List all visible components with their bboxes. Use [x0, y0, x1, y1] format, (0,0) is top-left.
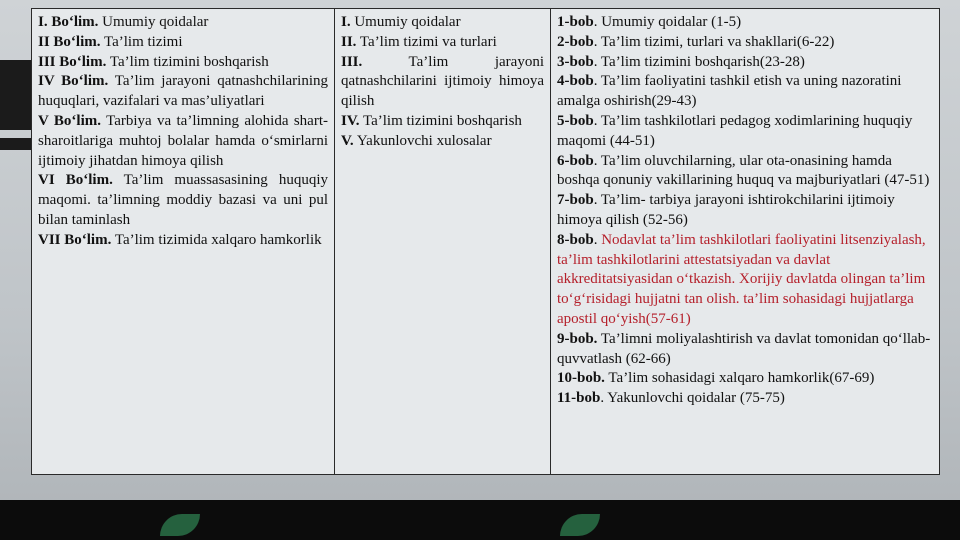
- list-item: [557, 53, 933, 73]
- decor-strip-small: [0, 138, 32, 150]
- list-item: [557, 389, 933, 409]
- entry-number: 1-bob: [557, 14, 594, 30]
- entry-text: Umumiy qoidalar: [98, 14, 209, 30]
- list-item: [557, 330, 933, 370]
- entry-text: . Ta’lim oluvchilarning, ular ota-onasining hamda boshqa qonuniy vakillarining huquq va majburiyatlari (47-51): [557, 152, 930, 189]
- entry-number: 3-bob: [557, 53, 594, 70]
- list-item: [341, 13, 544, 33]
- list-item: [38, 171, 328, 230]
- column-1: [32, 9, 335, 475]
- list-item: [341, 112, 544, 132]
- list-item: [38, 112, 328, 171]
- entry-text: . Ta’lim faoliyatini tashkil etish va uning nazoratini amalga oshirish(29-43): [557, 73, 902, 110]
- entry-number: V.: [341, 132, 354, 149]
- entry-text: Ta’lim tizimini boshqarish: [359, 112, 522, 129]
- list-item: [341, 53, 544, 112]
- list-item: [557, 152, 933, 192]
- list-item: [557, 231, 933, 330]
- entry-number: 8-bob: [557, 231, 594, 248]
- entry-text: Ta’lim tizimi va turlari: [356, 33, 497, 50]
- entry-number: 6-bob: [557, 152, 594, 169]
- entry-text: Tarbiya va ta’limning alohida shart-sharoitlariga muhtoj bolalar hamda o‘smirlarni ijtimoiy jihatdan himoya qilish: [38, 112, 328, 169]
- entry-text: . Ta’lim tizimi, turlari va shakllari(6-22): [593, 33, 835, 50]
- list-item: [557, 33, 933, 53]
- entry-text: Ta’lim sohasidagi xalqaro hamkorlik(67-69): [604, 370, 875, 387]
- entry-number: 2-bob: [557, 33, 594, 50]
- list-item: [38, 231, 328, 251]
- leaf-icon: [560, 514, 600, 536]
- list-item: [38, 13, 328, 33]
- entry-number: VI Bo‘lim.: [38, 172, 113, 189]
- list-item: [557, 13, 933, 33]
- column-2: [335, 9, 551, 475]
- entry-text: Ta’lim tizimida xalqaro hamkorlik: [111, 231, 322, 248]
- entry-text: Ta’lim tizimini boshqarish: [106, 53, 269, 70]
- comparison-table: [31, 8, 940, 475]
- entry-text: . Yakunlovchi qoidalar (75-75): [600, 390, 785, 407]
- entry-number: 4-bob: [557, 73, 594, 90]
- list-item: [557, 72, 933, 112]
- entry-text: . Umumiy qoidalar (1-5): [593, 14, 742, 30]
- list-item: [557, 112, 933, 152]
- bottom-bar: [0, 500, 960, 540]
- entry-text: . Ta’lim tashkilotlari pedagog xodimlarining huquqiy maqomi (44-51): [557, 112, 913, 149]
- entry-text: Ta’limni moliyalashtirish va davlat tomonidan qo‘llab-quvvatlash (62-66): [557, 330, 931, 367]
- entry-number: III Bo‘lim.: [38, 53, 107, 70]
- entry-text: Ta’lim muassasasining huquqiy maqomi. ta’limning moddiy bazasi va uni pul bilan taminlash: [38, 172, 328, 228]
- list-item: [38, 72, 328, 112]
- entry-text: Ta’lim tizimi: [100, 33, 183, 50]
- column-3: [551, 9, 940, 475]
- leaf-icon: [160, 514, 200, 536]
- list-item: [557, 191, 933, 231]
- entry-text: . Ta’lim- tarbiya jarayoni ishtirokchilarini ijtimoiy himoya qilish (52-56): [557, 192, 895, 228]
- entry-number: 10-bob.: [557, 370, 605, 387]
- entry-text: . Ta’lim tizimini boshqarish(23-28): [593, 53, 805, 70]
- list-item: [38, 33, 328, 53]
- list-item: [38, 53, 328, 73]
- entry-text: .: [593, 231, 602, 248]
- list-item: [557, 369, 933, 389]
- entry-number: II.: [341, 33, 357, 50]
- entry-number: VII Bo‘lim.: [38, 231, 112, 248]
- entry-number: V Bo‘lim.: [38, 112, 101, 129]
- entry-text: Ta’lim jarayoni qatnashchilarini ijtimoiy himoya qilish: [341, 53, 544, 110]
- entry-text: Umumiy qoidalar: [350, 14, 461, 30]
- entry-number: IV Bo‘lim.: [38, 73, 109, 90]
- entry-number: 5-bob: [557, 112, 594, 129]
- decor-strip: [0, 60, 32, 130]
- entry-number: I.: [341, 14, 351, 30]
- entry-number: 11-bob: [557, 390, 601, 407]
- list-item: [341, 33, 544, 53]
- entry-number: IV.: [341, 112, 360, 129]
- entry-text: Yakunlovchi xulosalar: [353, 132, 492, 149]
- entry-text: Ta’lim jarayoni qatnashchilarining huquqlari, vazifalari va mas’uliyatlari: [38, 73, 328, 110]
- entry-number: III.: [341, 53, 363, 70]
- table-row: [32, 9, 940, 475]
- entry-number: II Bo‘lim.: [38, 33, 101, 50]
- entry-highlight-text: Nodavlat ta’lim tashkilotlari faoliyatini litsenziyalash, ta’lim tashkilotlarini attestatsiyadan va davlat akkreditatsiyasidan o‘tkazish. Xorijiy davlatda olingan ta’lim to‘g‘risidagi hujjatni tan olish. ta’lim sohasidagi hujjatlarga apostil qo‘yish(57-61): [557, 231, 926, 327]
- entry-number: I. Bo‘lim.: [38, 14, 99, 30]
- list-item: [341, 132, 544, 152]
- entry-number: 9-bob.: [557, 330, 598, 347]
- entry-number: 7-bob: [557, 192, 594, 209]
